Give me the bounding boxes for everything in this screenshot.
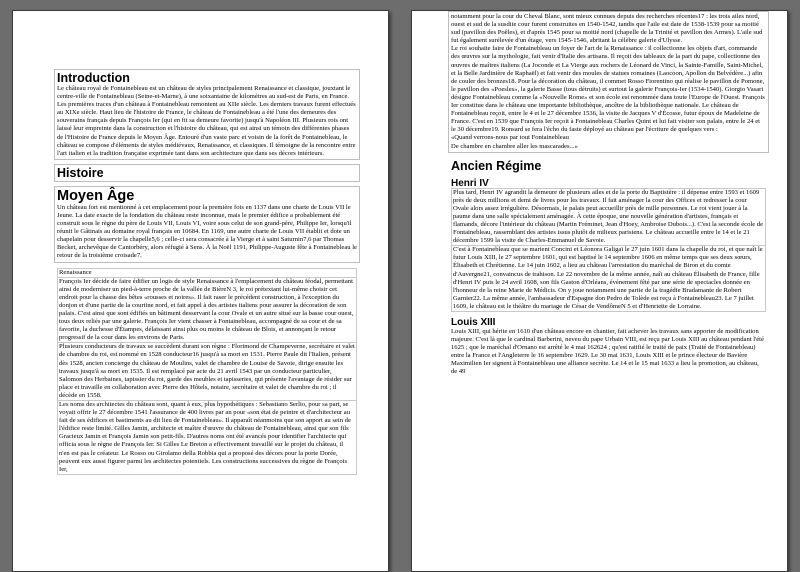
section-henri-iv <box>448 176 769 314</box>
heading-louis-xiii: Louis XIII <box>451 317 496 328</box>
paragraph-moyen-age: Un château fort est mentionné à cet emplacement pour la première fois en 1137 dans une charte de Louis VII le Jeune. La date exacte de la fondation du château reste inconnue, mais le premier édifice a probablement été construit sous le règne du père de Louis VII, Louis VI, voire sous celui de son grand-père, Philippe Ier, lorsqu'il réunit le Gâtinais au domaine royal français en 10684. En 1169, une autre charte de Louis VII établit et dote un chapelain pour desservir la chapelle5,6 ; celle-ci sera consacrée à la Vierge et à saint Saturnin7,6 par Thomas Becket, archevêque de Cantorbéry, alors réfugié à Sens. À la Noël 1191, Philippe-Auguste fête à Fontainebleau le retour de la troisième croisade7. <box>57 203 357 260</box>
heading-introduction: Introduction <box>57 71 130 85</box>
heading-ancien-regime: Ancien Régime <box>451 158 542 173</box>
document-page-left <box>12 10 389 572</box>
section-histoire <box>54 164 360 182</box>
paragraph-henri-iv-1: Plus tard, Henri IV agrandit la demeure de plusieurs ailes et de la porte du Baptistère : il dépense entre 1593 et 1609 près de deux millions et demi de livres pour les travaux. Il fait aménager la cour des Offices et redresser la cour Ovale alors assez irrégulière. Désormais, le palais peut accueillir près de mille personnes. Le roi vient jouer à la paume dans une salle spécialement aménagée. À cette époque, une nouvelle génération d'artistes, français et flamands, décore l'intérieur du château (Martin Fréminet, Jean d'Hoey, Ambroise Dubois...). C'est la seconde école de Fontainebleau, rassemblant des artistes issus plutôt de milieux parisiens. Le château accueille entre le 14 et le 21 décembre 1599 la visite de Charles-Emmanuel de Savoie. <box>451 188 766 247</box>
paragraph-renaissance-3: Les noms des architectes du château sont, quant à eux, plus hypothétiques : Sebastiano Serlio, pour sa part, se voyait offrir le 27 décembre 1541 l'assurance de 400 livres par an pour «son état de peintre et d'architecteur au fait de ses édifices et bastiments au dit lieu de Fontainebleau». Il apparaît néanmoins que son apport au sein de l'édifice reste limité. Gilles Jamin, architecte et maître d'œuvre du château de Fontainebleau, ainsi que son fils Gracieux Jamin et François Jamin son petit-fils. D'autres noms ont été avancés pour identifier l'architecte qui officia sous le règne de François Ier. Si Gilles Le Breton a effectivement travaillé sur le projet du château, il n'en est pas le créateur. Le Rosso ou Girolamo della Robbia qui a proposé des décors pour la porte Dorée, peuvent eux aussi figurer parmi les architectes potentiels. Les constructions successives du règne de François Ier, <box>57 400 357 475</box>
paragraph-henri-iv-2: C'est à Fontainebleau que se marient Concini et Léonora Galigaï le 27 juin 1601 dans la chapelle du roi, et que naît le futur Louis XIII, le 27 septembre 1601, qui est baptisé le 14 septembre 1606 en même temps que ses deux sœurs, Élisabeth et Chrétienne. Le 14 juin 1602, a lieu au château l'arrestation du maréchal de Biron et du comte d'Auvergne21, convaincus de trahison. Le 22 novembre de la même année, naît au château Élisabeth de France, fille d'Henri IV puis le 24 avril 1608, son fils Gaston d'Orléans, événement fêté par une série de spectacles donnée en l'honneur de la reine Marie de Médicis. On y joue notamment une partie de la tragédie Bradamante de Robert Garnier22. La même année, l'ambassadeur d'Espagne don Pedro de Tolède est reçu à Fontainebleau23. Le 7 juillet 1609, le château est le théâtre du mariage de César de VendômeN 5 et d'Henriette de Lorraine. <box>451 245 766 312</box>
heading-henri-iv: Henri IV <box>451 177 489 189</box>
section-ancien-regime <box>448 157 769 175</box>
paragraph-louis-xiii: Louis XIII, qui hérite en 1610 d'un château encore en chantier, fait achever les travaux sans apporter de modification majeure. C'est là que le cardinal Barberini, neveu du pape Urbain VIII, est reçu par Louis XIII au château pendant l'été 1625 ; que le maréchal d'Ornano est arrêté le 4 mai 162624 ; qu'est ratifié le traité de paix (Traité de Fontainebleau) entre la France et l'Angleterre le 16 septembre 1629. Le 30 mai 1631, Louis XIII et le prince électeur de Bavière Maximilien Ier signent à Fontainebleau une alliance secrète. Le 14 et le 15 mai 1633 a lieu la promotion, au château, de 49 <box>451 328 764 376</box>
label-renaissance: Renaissance <box>57 268 357 278</box>
paragraph-collections: Le roi souhaite faire de Fontainebleau un foyer de l'art de la Renaissance : il collectionne les objets d'art, commande des œuvres sur la mythologie, fait venir d'Italie des artisans. Il reçoit des tableaux de la part du pape, collectionne des œuvres de maîtres italiens (La Joconde et La Vierge aux rochers de Léonard de Vinci, la Sainte-Famille, Saint-Michel, et la Belle Jardinière de Raphaël) et fait venir des moules de statues romaines (Laocoon, Apollon du Belvédère...) afin de couler des bronzes18. Pour la décoration du château, il commet Rosso Fiorentino qui réalise le pavillon de Pomone, le pavillon des «Poesles», la galerie Basse (tous détruits) et surtout la galerie François-Ier (1534-1540). Giorgio Vasari désigne Fontainebleau comme la «Nouvelle Rome» et son école est renommée dans toute l'Europe de l'Ouest. François Ier constitue dans le château une importante bibliothèque, ancêtre de la bibliothèque nationale. Le château de Fontainebleau reçoit, entre le 4 et le 27 décembre 1536, la visite de Jacques V d'Écosse, futur époux de Madeleine de France. C'est en 1539 que François Ier reçoit à Fontainebleau Charles Quint et lui fait visiter son palais, entre le 24 et le 30 décembre19. Ronsard se fera l'écho du faste déployé au château par l'écriture de quelques vers : <box>451 45 765 134</box>
paragraph-renaissance-1: François Ier décide de faire édifier un logis de style Renaissance à l'emplacement du château féodal, permettant ainsi de moderniser un pied-à-terre proche de la vallée de BièreN 3, le roi prétextant lui-même choisir cet endroit pour la chasse des bêtes «rousses et noires». Il fait raser le précédent construction, à l'exception du donjon et d'une partie de la courtine nord, et fait appel à des artistes italiens pour assurer la décoration de son palais. C'est ainsi que sont édifiés un bâtiment desservant la cour Ovale et un autre situé sur la basse cour ouest, tous deux reliés par une galerie. François Ier vient chasser à Fontainebleau, accompagné de sa cour et de sa favorite, la duchesse d'Étampes, délaissant ainsi plus ou moins le château de Blois, et annonçant le retour progressif de la cour dans les environs de Paris. <box>57 277 357 344</box>
section-louis-xiii <box>448 315 769 379</box>
section-renaissance <box>54 267 360 477</box>
heading-histoire: Histoire <box>57 165 104 180</box>
section-introduction <box>54 69 360 160</box>
quote-line-1: «Quand verrons-nous par tout Fontainebleau <box>451 134 569 142</box>
section-renaissance-continued <box>448 11 769 153</box>
document-page-right <box>411 10 788 572</box>
paragraph-renaissance-2: Plusieurs conducteurs de travaux se succèdent durant son règne : Florimond de Champeverne, secrétaire et valet de chambre du roi, est nommé en 1528 conducteur16 jusqu'à sa mort en 1531. Pierre Paule dit l'Italien, présent dès 1528, ancien concierge du château de Moulins, valet de chambre de Louise de Savoie, dirige ensuite les travaux jusqu'à sa mort en 1535. Il est remplacé par acte du 21 avril 1543 par un conducteur particulier, Salomon des Herbaines, tapissier du roi, garde des meubles et tapisseries, qui présente l'avantage de résider sur place et travaille en collaboration avec Pierre des Hôtels, notaire, secrétaire et valet de chambre du roi ; il décède en 1558. <box>57 342 357 401</box>
paragraph-introduction: Le château royal de Fontainebleau est un château de styles principalement Renaissance et classique, jouxtant le centre-ville de Fontainebleau (Seine-et-Marne), à une soixantaine de kilomètres au sud-est de Paris, en France. Les premières traces d'un château à Fontainebleau remontent au XIIe siècle. Les derniers travaux furent effectués au XIXe siècle. Haut lieu de l'histoire de France, le château de Fontainebleau a été l'une des demeures des souverains français depuis François Ier (qui en fit sa demeure favorite) jusqu'à Napoléon III. Plusieurs rois ont laissé leur empreinte dans la construction et l'histoire du château, qui est ainsi un témoin des différentes phases de l'Histoire de France depuis le Moyen Âge. Entouré d'un vaste parc et voisin de la forêt de Fontainebleau, le château se compose d'éléments de styles médiévaux, Renaissance, et classiques. Il témoigne de la rencontre entre l'art italien et la tradition française exprimée tant dans son architecture que dans ses décors intérieurs. <box>57 85 356 157</box>
paragraph-continued: notamment pour la cour du Cheval Blanc, sont mieux connues depuis des recherches récentes17 : les trois ailes nord, ouest et sud de la susdite cour furent construites en 1540-1542, tandis que l'aile est date de 1538-1539 pour sa moitié sud (pavillon des Poêles), et d'après 1545 pour sa moitié nord (chapelle de la Trinité et pavillon des Armes). L'aile sud fut également surélevée d'un étage, vers 1545-1546, abritant la célèbre galerie d'Ulysse. <box>451 13 763 45</box>
heading-moyen-age: Moyen Âge <box>57 187 135 204</box>
quote-line-2: De chambre en chambre aller les mascarades...» <box>451 142 578 150</box>
section-moyen-age <box>54 186 360 263</box>
